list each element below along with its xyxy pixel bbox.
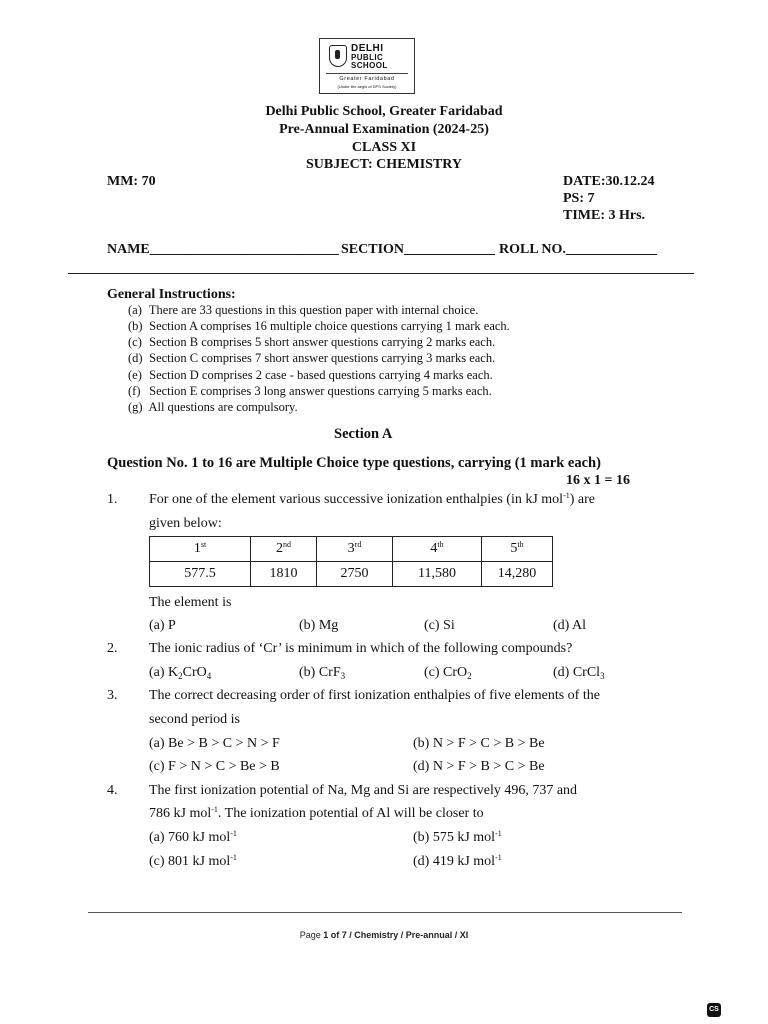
instructions-title: General Instructions:	[107, 287, 236, 302]
question-text: For one of the element various successive ionization enthalpies (in kJ mol$^{-1}$) are	[149, 491, 596, 507]
table-cell: 2750	[317, 562, 393, 587]
school-name: Delhi Public School, Greater Faridabad	[265, 104, 503, 119]
answer-option: (c) Si	[424, 618, 455, 633]
logo-line-5: (Under the aegis of DPS Society)	[337, 84, 397, 89]
table-header-cell: 3rd	[317, 537, 393, 562]
question-number: 1.	[107, 492, 118, 507]
section-a-marks: 16 x 1 = 16	[566, 473, 630, 488]
answer-option: (d) Al	[553, 618, 587, 633]
class-title: CLASS XI	[351, 140, 417, 155]
instruction-item: (d) Section C comprises 7 short answer questions carrying 3 marks each.	[128, 351, 496, 365]
max-marks: MM: 70	[107, 174, 156, 189]
exam-date: DATE:30.12.24	[563, 174, 655, 189]
answer-option: (c) 801 kJ mol$^{-1}$	[149, 853, 237, 869]
question-text: given below:	[149, 516, 222, 531]
section-a-title: Section A	[334, 426, 393, 442]
page-footer: Page 1 of 7 / Chemistry / Pre-annual / XI	[299, 930, 469, 940]
answer-option: (b) N > F > C > B > Be	[413, 736, 545, 751]
answer-option: (b) 575 kJ mol$^{-1}$	[413, 829, 502, 845]
question-text: 786 kJ mol$^{-1}$. The ionization potential of Al will be closer to	[149, 805, 484, 821]
answer-option: (d) 419 kJ mol$^{-1}$	[413, 853, 502, 869]
instruction-item: (c) Section B comprises 5 short answer questions carrying 2 marks each.	[128, 335, 496, 349]
answer-option: (c) F > N > C > Be > B	[149, 759, 280, 774]
instruction-item: (e) Section D comprises 2 case - based questions carrying 4 marks each.	[128, 368, 493, 382]
answer-option: (a) 760 kJ mol$^{-1}$	[149, 829, 237, 845]
logo-line-4: Greater Faridabad	[339, 76, 395, 82]
table-cell: 1810	[251, 562, 317, 587]
subject-title: SUBJECT: CHEMISTRY	[306, 157, 462, 172]
table-header-cell: 4th	[393, 537, 482, 562]
question-text: The element is	[149, 595, 232, 610]
student-roll-field: ROLL NO._____________	[499, 242, 657, 257]
table-header-cell: 5th	[482, 537, 553, 562]
answer-option: (a) Be > B > C > N > F	[149, 736, 280, 751]
exam-time: TIME: 3 Hrs.	[563, 208, 646, 223]
ionization-enthalpy-table	[149, 536, 553, 587]
logo-line-3: SCHOOL	[351, 61, 388, 70]
exam-title: Pre-Annual Examination (2024-25)	[279, 122, 489, 137]
answer-option: (b) CrF$_3$	[299, 665, 346, 681]
header-divider	[68, 273, 694, 274]
instruction-item: (f) Section E comprises 3 long answer questions carrying 5 marks each.	[128, 384, 492, 398]
section-a-heading: Question No. 1 to 16 are Multiple Choice type questions, carrying (1 mark each)	[107, 455, 601, 471]
scanner-badge-icon: CS	[707, 1003, 721, 1017]
school-logo	[319, 38, 415, 94]
page-count: PS: 7	[563, 191, 595, 206]
answer-option: (d) N > F > B > C > Be	[413, 759, 545, 774]
student-name-field: NAME___________________________	[107, 242, 339, 257]
question-text: second period is	[149, 712, 240, 727]
question-text: The ionic radius of ‘Cr’ is minimum in which of the following compounds?	[149, 641, 573, 656]
footer-divider	[88, 912, 682, 913]
table-row	[150, 562, 553, 587]
table-header-cell: 2nd	[251, 537, 317, 562]
table-row	[150, 537, 553, 562]
logo-divider	[326, 73, 408, 74]
answer-option: (a) $K_2CrO_4$	[149, 665, 212, 681]
table-cell: 11,580	[393, 562, 482, 587]
table-header-cell: 1st	[150, 537, 251, 562]
logo-line-1: DELHI	[351, 43, 384, 54]
answer-option: (b) Mg	[299, 618, 339, 633]
question-number: 2.	[107, 641, 118, 656]
school-crest-icon	[329, 45, 347, 67]
answer-option: (a) P	[149, 618, 176, 633]
answer-option: (d) CrCl$_3$	[553, 665, 605, 681]
table-cell: 14,280	[482, 562, 553, 587]
instruction-item: (g) All questions are compulsory.	[128, 400, 298, 414]
logo-line-2: PUBLIC	[351, 53, 384, 62]
answer-option: (c) CrO$_2$	[424, 665, 472, 681]
question-number: 4.	[107, 783, 118, 798]
question-text: The correct decreasing order of first ionization enthalpies of five elements of the	[149, 688, 600, 703]
instruction-item: (a) There are 33 questions in this question paper with internal choice.	[128, 303, 479, 317]
instruction-item: (b) Section A comprises 16 multiple choice questions carrying 1 mark each.	[128, 319, 510, 333]
question-text: The first ionization potential of Na, Mg and Si are respectively 496, 737 and	[149, 783, 578, 798]
question-number: 3.	[107, 688, 118, 703]
table-cell: 577.5	[150, 562, 251, 587]
student-section-field: SECTION_____________	[341, 242, 496, 257]
